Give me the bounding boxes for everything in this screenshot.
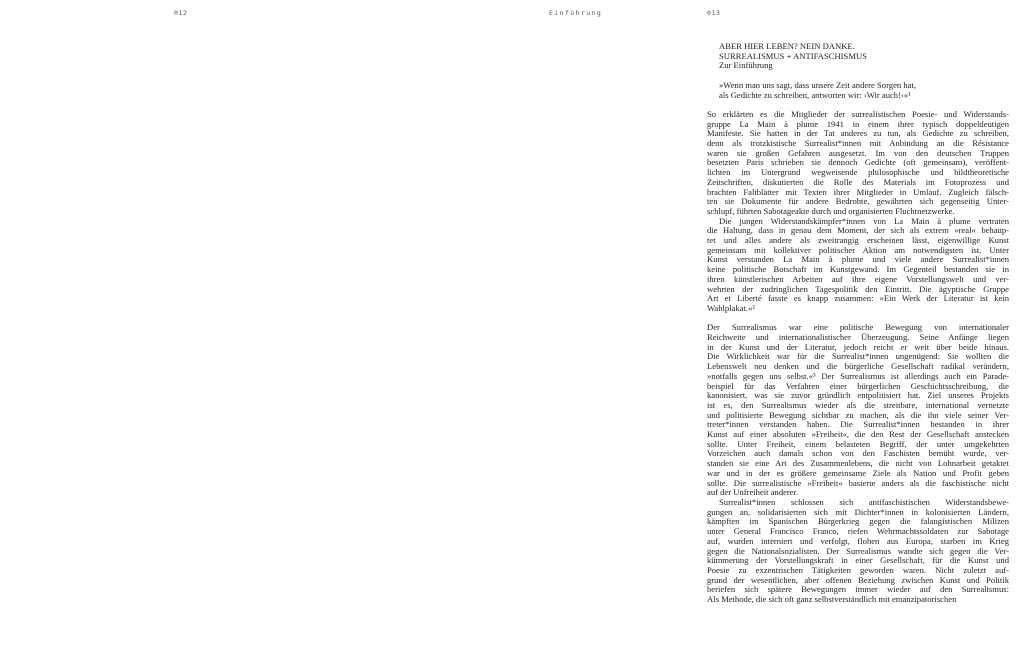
text-line: sollte. Unter Freiheit, einem belasteten Begriff, der unter umgekehrten (707, 438, 1009, 449)
text-line: So erklärten es die Mitglieder der surrealistischen Poesie- und Widerstands- (707, 108, 1009, 119)
text-line: auf der Unfreiheit anderer. (707, 487, 799, 498)
title-line-1: ABER HIER LEBEN? NEIN DANKE. (719, 41, 855, 51)
text-line: ihren künstlerischen Arbeiten auf ihre eigene Vorstellungswelt und ver- (707, 273, 1009, 284)
text-line: unter General Francisco Franco, riefen Wehrmachtssoldaten zur Sabotage (707, 526, 1009, 537)
text-line: Reichweite und internationalistischer Überzeugung. Seine Anfänge liegen (707, 332, 1009, 343)
right-page-content (707, 42, 1009, 605)
text-line: schlupf, führten Sabotageakte durch und organisierten Fluchtnetzwerke. (707, 205, 955, 216)
text-line: grund der wesentlichen, aber offenen Beziehung zwischen Kunst und Politik (707, 574, 1009, 585)
text-line: Kunst auf einer absoluten »Freiheit«, die den Rest der Gesellschaft anstecken (707, 429, 1009, 440)
running-head: Einführung (549, 9, 603, 17)
page-number-right: 013 (707, 9, 721, 17)
text-line: kanonisiert, was sie zuvor gründlich entpolitisiert hat. Ziel unseres Projekts (707, 390, 1009, 401)
text-line: Wahlplakat.«² (707, 302, 755, 313)
text-line: tet und alles andere als zweitrangig erscheinen lässt, eigenwillige Kunst (707, 235, 1009, 246)
text-line: »notfalls gegen uns selbst.«³ Der Surrealismus ist allerdings auch ein Parade- (707, 370, 1009, 381)
text-line: die Haltung, dass in genau dem Moment, der sich als extrem »real« behaup- (707, 225, 1009, 236)
text-line: in der Kunst und der Literatur, jedoch reicht er weit über beide hinaus. (707, 341, 1009, 352)
paragraph-2 (707, 217, 1009, 314)
text-line: ten sie Dokumente für andere Bedrohte, gewährten sich gegenseitig Unter- (707, 196, 1009, 207)
text-line: Art et Liberté fasste es knapp zusammen: »Ein Werk der Literatur ist kein (707, 293, 1009, 304)
text-line: ist es, den Surrealismus wieder als die streitbare, international vernetzte (707, 399, 1009, 410)
text-line: besetzten Paris schrieben sie dennoch Gedichte (oft gemeinsam), veröffent- (707, 157, 1009, 168)
text-line: auf, wurden interniert und verfolgt, flohen aus Europa, starben im Krieg (707, 535, 1009, 546)
text-line: standen sie eine Art des Zusammenlebens, die nicht von Lohnarbeit getaktet (707, 458, 1009, 469)
text-line: beriefen sich spätere Bewegungen immer wieder auf den Surrealismus: (707, 584, 1009, 595)
text-line: denn als trotzkistische Surrealist*innen mit Anbindung an die Résistance (707, 138, 1009, 148)
text-line: gegen die Nationalsozialisten. Der Surrealismus wandte sich gegen die Ver- (707, 545, 1009, 556)
text-line: Zeitschriften, diskutierten die Rolle des Materials im Fotoprozess und (707, 176, 1009, 187)
text-line: Poesie zu exzentrischen Tätigkeiten geworden waren. Nicht zuletzt auf- (707, 564, 1009, 575)
paragraph-3 (707, 323, 1009, 498)
subtitle: Zur Einführung (719, 60, 773, 71)
text-line: Die jungen Widerstandskämpfer*innen von La Main à plume vertraten (719, 215, 1009, 226)
page-number-left: 012 (174, 9, 188, 17)
text-line: gemeinsam mit kollektiver politischer Aktion am notwendigsten ist. Unter (707, 244, 1009, 255)
text-line: brachten Faltblätter mit Texten ihrer Mitglieder in Umlauf. Zugleich fälsch- (707, 186, 1009, 197)
text-line: waren sie großen Gefahren ausgesetzt. Im von den deutschen Truppen (707, 147, 1009, 158)
text-line: Die Wirklichkeit war für die Surrealist*innen ungenügend: Sie wollten die (707, 351, 1009, 362)
text-line: gruppe La Main à plume 1941 in einem ihrer typisch doppeldeutigen (707, 118, 1009, 129)
text-line: lichten im Untergrund wegweisende philosophische und bildtheoretische (707, 167, 1009, 178)
text-line: Kunst verstanden La Main à plume und viele andere Surrealist*innen (707, 254, 1009, 265)
chapter-title (719, 42, 1009, 71)
epigraph-line-2: als Gedichte zu schreiben, antworten wir: ›Wir auch!‹«¹ (719, 89, 911, 100)
text-line: Lebenswelt neu denken und die bürgerliche Gesellschaft radikal verändern, (707, 361, 1009, 372)
paragraph-4 (707, 498, 1009, 605)
text-line: Der Surrealismus war eine politische Bewegung von internationaler (707, 322, 1009, 333)
text-line: Surrealist*innen schlossen sich antifaschistischen Widerstandsbewe- (719, 497, 1009, 507)
text-line: sollte. Die surrealistische »Freiheit« basierte anders als die faschistische nicht (707, 477, 1009, 488)
text-line: treter*innen verstanden haben. Die Surrealist*innen bestanden in ihrer (707, 419, 1009, 430)
text-line: beispiel für das Verfahren einer bürgerlichen Geschichtsschreibung, die (707, 380, 1009, 391)
text-line: war und in der es größere gemeinsame Ziele als Nation und Profit geben (707, 467, 1009, 478)
text-line: Vorzeichen auch damals schon von den Faschisten bemüht wurde, ver- (707, 448, 1009, 459)
text-line: und politisierte Bewegung sichtbar zu machen, als die ihn viele seiner Ver- (707, 409, 1009, 420)
title-line-2: SURREALISMUS + ANTIFASCHISMUS (719, 50, 867, 61)
epigraph-line-1: »Wenn man uns sagt, dass unsere Zeit andere Sorgen hat, (719, 79, 916, 90)
text-line: wehrten der zudringlichen Tagespolitik den Eintritt. Die ägyptische Gruppe (707, 283, 1009, 294)
text-line: kämpften im Spanischen Bürgerkrieg gegen die falangistischen Milizen (707, 516, 1009, 527)
body-text (707, 110, 1009, 605)
text-line: Als Methode, die sich oft ganz selbstverständlich mit emanzipatorischen (707, 594, 957, 605)
epigraph-quote (719, 81, 1009, 100)
text-line: kümmerung der Vorstellungskraft in einer Gesellschaft, für die Kunst und (707, 555, 1009, 566)
text-line: Manifeste. Sie hatten in der Tat anderes zu tun, als Gedichte zu schreiben, (707, 128, 1009, 139)
text-line: gungen an, solidarisierten sich mit Dichter*innen in kolonisierten Ländern, (707, 506, 1009, 517)
paragraph-1 (707, 110, 1009, 217)
text-line: keine politische Botschaft im Kunstgewand. Im Gegenteil bestanden sie in (707, 264, 1009, 275)
